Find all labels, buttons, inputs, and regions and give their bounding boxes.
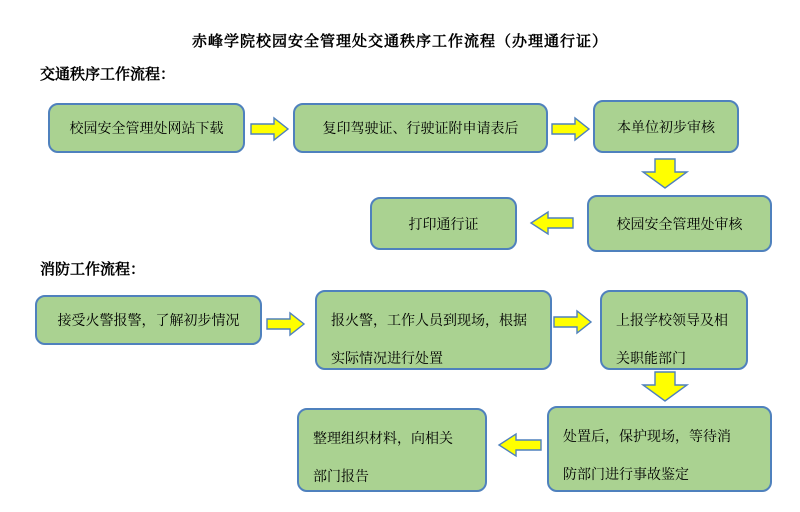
flow-box-receive-alarm [35,295,262,345]
right-arrow-icon [250,116,290,142]
right-arrow-icon [553,309,593,335]
down-arrow-icon [637,158,693,190]
flow-box-line: 整理组织材料，向相关 [313,430,453,446]
flow-box-label: 复印驾驶证、行驶证附申请表后 [322,120,519,136]
left-arrow-icon [528,210,574,236]
flow-box-label: 校园安全管理处审核 [616,215,743,232]
flow-box-line: 报火警，工作人员到现场，根据 [331,312,527,328]
fire-section-heading: 消防工作流程： [40,261,146,278]
flow-box-print-pass [370,197,517,250]
flow-box-line: 实际情况进行处置 [331,350,443,366]
down-arrow-icon [637,371,693,403]
flow-box-copy-licenses [293,103,548,153]
flow-box-unit-review [593,100,739,153]
right-arrow-icon [266,311,306,337]
right-arrow-icon [551,116,591,142]
flow-box-report-leaders [600,290,748,370]
flow-box-line: 上报学校领导及相 [616,312,728,328]
flow-box-dispatch-scene [315,290,552,370]
flow-box-label: 校园安全管理处网站下载 [69,120,224,136]
left-arrow-icon [496,432,542,458]
flow-box-label: 本单位初步审核 [617,118,715,135]
flow-box-line: 处置后，保护现场，等待消 [563,428,731,444]
flow-box-website-download [48,103,245,153]
flow-box-protect-scene [547,406,772,492]
page-title: 赤峰学院校园安全管理处交通秩序工作流程（办理通行证） [191,33,608,50]
flow-box-organize-report [297,408,487,492]
flow-box-label: 打印通行证 [408,215,479,232]
flow-box-line: 防部门进行事故鉴定 [563,466,689,482]
flow-box-label: 接受火警报警，了解初步情况 [57,312,240,328]
flow-box-office-review [587,195,772,252]
flow-box-line: 关职能部门 [616,350,686,366]
traffic-section-heading: 交通秩序工作流程： [40,66,176,83]
flow-box-line: 部门报告 [313,468,369,484]
